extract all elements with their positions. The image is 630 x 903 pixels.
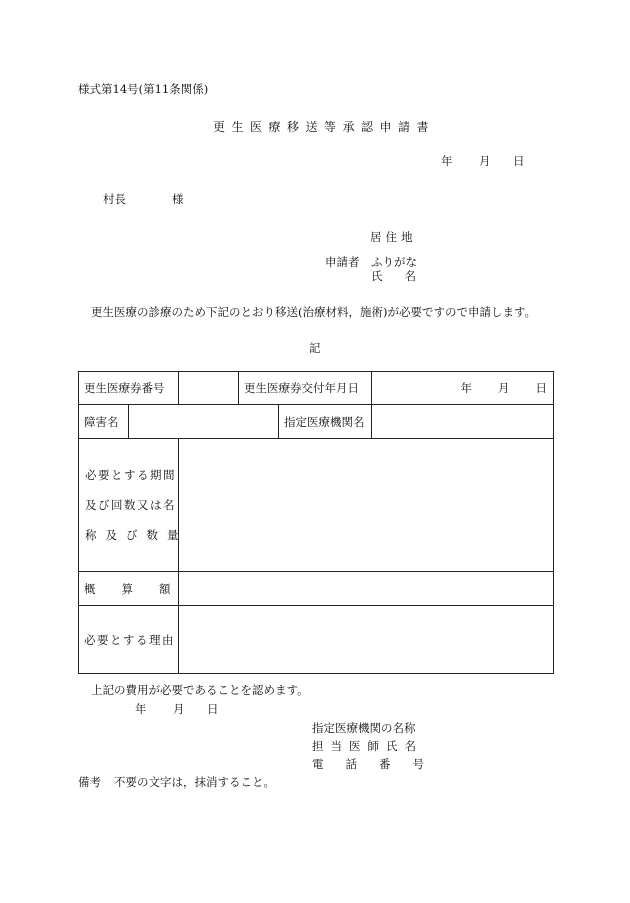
reason-label: 必要とする理由: [79, 606, 179, 674]
reason-value[interactable]: [179, 606, 554, 674]
period-value[interactable]: [179, 439, 554, 572]
header-date-month: 月: [479, 154, 491, 168]
approval-date-year: 年: [135, 702, 147, 716]
period-label-line-1: 必要とする期間: [85, 468, 176, 482]
application-table: [78, 371, 554, 674]
address-label: 居住地: [370, 230, 417, 244]
certificate-number-label: 更生医療券番号: [79, 372, 179, 405]
record-label: 記: [309, 341, 321, 355]
period-label-line-2: 及び回数又は名: [85, 498, 176, 512]
phone-label: 電話番号: [312, 757, 446, 771]
form-number: 様式第14号(第11条関係): [78, 82, 209, 96]
remarks-label: 備考: [78, 775, 101, 789]
period-label-line-3: 称及び数量: [85, 528, 188, 542]
period-label: [79, 439, 188, 572]
remarks-text: 不要の文字は，抹消すること。: [114, 775, 275, 789]
issue-date-month: 月: [498, 381, 510, 395]
header-date-year: 年: [441, 154, 453, 168]
institution-value[interactable]: [372, 405, 554, 439]
disability-value[interactable]: [129, 405, 279, 439]
header-date-day: 日: [513, 154, 525, 168]
estimate-value[interactable]: [179, 572, 554, 606]
institution-label: 指定医療機関名: [279, 405, 372, 439]
addressee-honorific: 様: [172, 192, 184, 206]
disability-label: 障害名: [79, 405, 129, 439]
name-label: 氏名: [371, 269, 438, 283]
issue-date-year: 年: [460, 381, 472, 395]
doctor-name-label: 担当医師氏名: [312, 739, 423, 753]
body-text: 更生医療の診療のため下記のとおり移送(治療材料，施術)が必要ですので申請します。: [91, 305, 537, 319]
approval-statement: 上記の費用が必要であることを認めます。: [91, 683, 309, 697]
issue-date-value[interactable]: [372, 372, 554, 405]
applicant-label: 申請者: [325, 255, 360, 269]
certificate-number-value[interactable]: [179, 372, 239, 405]
addressee-name: 村長: [103, 192, 126, 206]
furigana-label: ふりがな: [371, 255, 417, 269]
approval-date-month: 月: [173, 702, 185, 716]
issue-date-day: 日: [535, 381, 547, 395]
form-title: 更生医療移送等承認申請書: [213, 120, 436, 134]
estimate-label: 概算額: [79, 572, 179, 606]
institution-name-label: 指定医療機関の名称: [312, 721, 416, 735]
approval-date-day: 日: [207, 702, 219, 716]
issue-date-label: 更生医療券交付年月日: [239, 372, 372, 405]
